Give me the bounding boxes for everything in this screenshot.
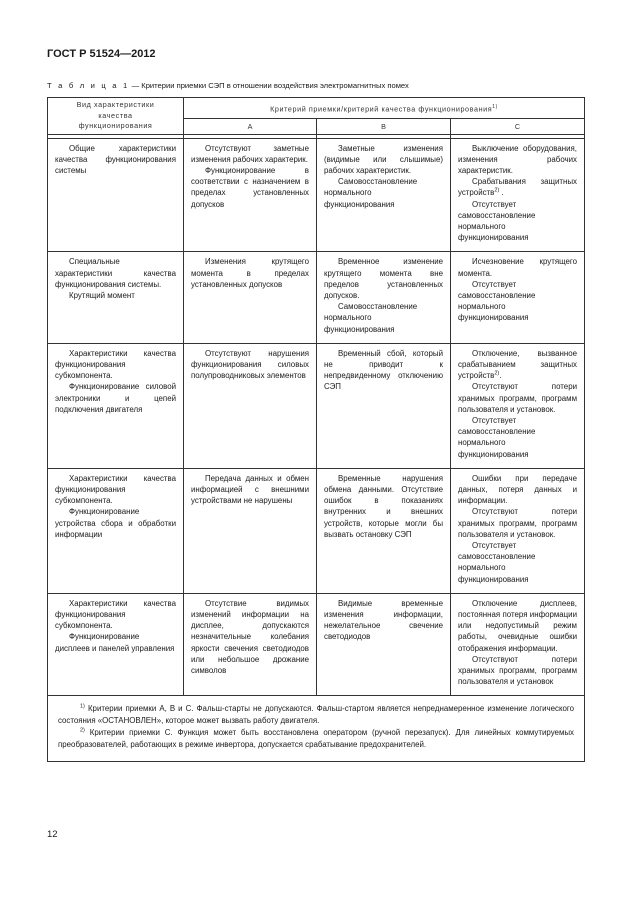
table-caption-label: Т а б л и ц а 1: [47, 81, 130, 90]
cell-text-with-note: Срабатывания защитных устройств$^{2)}$ .: [458, 177, 577, 198]
cell-text: Ошибки при передаче данных, потеря данных и информации.: [458, 473, 577, 506]
col-group-header: [184, 98, 585, 119]
cell-text: Отключение дисплеев, постоянная потеря информации или недопустимый режим работы, очевидные ошибки отображения информации.: [458, 598, 577, 653]
cell-text: Заметные изменения (видимые или слышимые) рабочих характеристик.: [324, 143, 443, 175]
col-group-header-note: 1): [492, 103, 498, 110]
cell-text-with-note: Отключение, вызванное срабатыванием защитных устройств$^{2)}$.: [458, 348, 577, 381]
cell-text: Крутящий момент: [69, 290, 135, 300]
cell-criterion-b: [317, 468, 451, 593]
cell-text: Выключение оборудования, изменения рабочих характеристик.: [458, 143, 577, 175]
table-row: [48, 252, 585, 343]
footnote-mark: 1): [80, 703, 85, 710]
cell-text: Функционирование силовой электроники и цепей подключения двигателя: [55, 382, 176, 414]
cell-criterion-a: [184, 343, 317, 468]
cell-text: Временный сбой, который не приводит к непредвиденному отключению СЭП: [324, 348, 443, 392]
cell-criterion-c: [451, 593, 585, 696]
row-characteristic: [48, 138, 184, 252]
cell-criterion-c: [451, 468, 585, 593]
footnote-text: Критерии приемки C. Функция может быть восстановлена оператором (ручной перезапуск). Для линейных коммутируемых преобразователей, работающих в режиме инвертора, допускается срабатывание предохранителей.: [58, 728, 574, 750]
row-characteristic: [48, 593, 184, 696]
footnote-mark: 2): [80, 727, 85, 734]
criteria-table: [47, 97, 585, 762]
cell-text: Отсутствуют нарушения функционирования силовых полупроводниковых элементов: [191, 348, 309, 381]
cell-text: Видимые временные изменения информации, нежелательное свечение светодиодов: [324, 598, 443, 642]
cell-text: Исчезновение крутящего момента.: [458, 257, 577, 278]
cell-text: Функционирование дисплеев и панелей управления: [55, 632, 175, 653]
cell-criterion-a: [184, 138, 317, 252]
table-row: [48, 138, 585, 252]
cell-text: Общие характеристики качества функционирования системы: [55, 143, 176, 175]
cell-text: Отсутствуют потери хранимых программ, программ пользователя и установок.: [458, 382, 577, 414]
footnote-1: [58, 703, 574, 727]
cell-text: Временные нарушения обмена данными. Отсутствие ошибок в показаниях внутренних и внешних устройств, которые могли бы вызвать остановку СЭП: [324, 473, 443, 539]
cell-text: Характеристики качества функционирования субкомпонента.: [55, 473, 176, 506]
cell-text: Отсутствует самовосстановление нормального функционирования: [458, 279, 536, 323]
col-header-c: C: [451, 119, 585, 134]
table-caption-text: — Критерии приемки СЭП в отношении воздействия электромагнитных помех: [129, 81, 409, 90]
page-number: 12: [47, 829, 58, 840]
cell-criterion-b: [317, 252, 451, 343]
cell-criterion-b: [317, 138, 451, 252]
cell-text: Изменения крутящего момента в пределах установленных допусков: [191, 257, 309, 289]
cell-criterion-a: [184, 593, 317, 696]
cell-criterion-b: [317, 593, 451, 696]
row-characteristic: [48, 468, 184, 593]
col-header-a: A: [184, 119, 317, 134]
cell-text: Временное изменение крутящего момента вне пределов установленных допусков.: [324, 257, 443, 300]
table-row: [48, 343, 585, 468]
cell-text: Характеристики качества функционирования субкомпонента.: [55, 348, 176, 381]
cell-criterion-c: [451, 138, 585, 252]
cell-criterion-b: [317, 343, 451, 468]
cell-text: Отсутствует самовосстановление нормального функционирования: [458, 415, 536, 459]
col-header-b: B: [317, 119, 451, 134]
cell-text: Характеристики качества функционирования субкомпонента.: [55, 598, 176, 631]
cell-criterion-a: [184, 468, 317, 593]
cell-text: Отсутствует самовосстановление нормального функционирования: [458, 541, 536, 584]
footnote-text: Критерии приемки A, B и C. Фальш-старты не допускаются. Фальш-стартом является непреднамеренное изменение логического состояния «ОСТАНОВЛЕН», которое может вызвать работу двигателя.: [58, 704, 574, 726]
cell-text: Отсутствуют потери хранимых программ, программ пользователя и установок.: [458, 507, 577, 539]
cell-criterion-c: [451, 252, 585, 343]
cell-criterion-c: [451, 343, 585, 468]
cell-text: Отсутствуют потери хранимых программ, программ пользователя и установок: [458, 654, 577, 687]
cell-text: Передача данных и обмен информацией с внешними устройствами не нарушены: [191, 473, 309, 506]
footnote-2: [58, 727, 574, 751]
table-row: [48, 468, 585, 593]
footnote-ref: 2): [494, 187, 500, 194]
table-caption: [47, 81, 587, 90]
cell-text: Отсутствует самовосстановление нормального функционирования: [458, 199, 536, 243]
cell-text: Функционирование в соответствии с назначением в пределах установленных допусков: [191, 165, 309, 209]
document-header: ГОСТ Р 51524—2012: [47, 48, 156, 60]
cell-text: Самовосстановление нормального функционирования: [324, 177, 418, 209]
col-header-characteristic: Вид характеристики качества функционирования: [48, 98, 184, 135]
cell-text: Отключение, вызванное срабатыванием защитных устройств: [458, 348, 577, 381]
row-characteristic: [48, 252, 184, 343]
table-row: [48, 593, 585, 696]
cell-text: Отсутствие видимых изменений информации на дисплее, допускаются незначительные колебания яркости свечения светодиодов или небольшое дрожание символов: [191, 598, 309, 676]
row-characteristic: [48, 343, 184, 468]
footnote-ref: 2): [494, 370, 500, 377]
cell-criterion-a: [184, 252, 317, 343]
table-notes: [48, 696, 585, 762]
table-notes-row: [48, 696, 585, 762]
col-group-header-text: Критерий приемки/критерий качества функционирования: [270, 104, 493, 114]
cell-text: Отсутствуют заметные изменения рабочих характерик.: [191, 143, 309, 164]
cell-text: Функционирование устройства сбора и обработки информации: [55, 507, 176, 539]
cell-text: Срабатывания защитных устройств: [458, 177, 577, 198]
cell-text: Специальные характеристики качества функционирования системы.: [55, 257, 176, 289]
cell-text: Самовосстановление нормального функционирования: [324, 302, 418, 334]
